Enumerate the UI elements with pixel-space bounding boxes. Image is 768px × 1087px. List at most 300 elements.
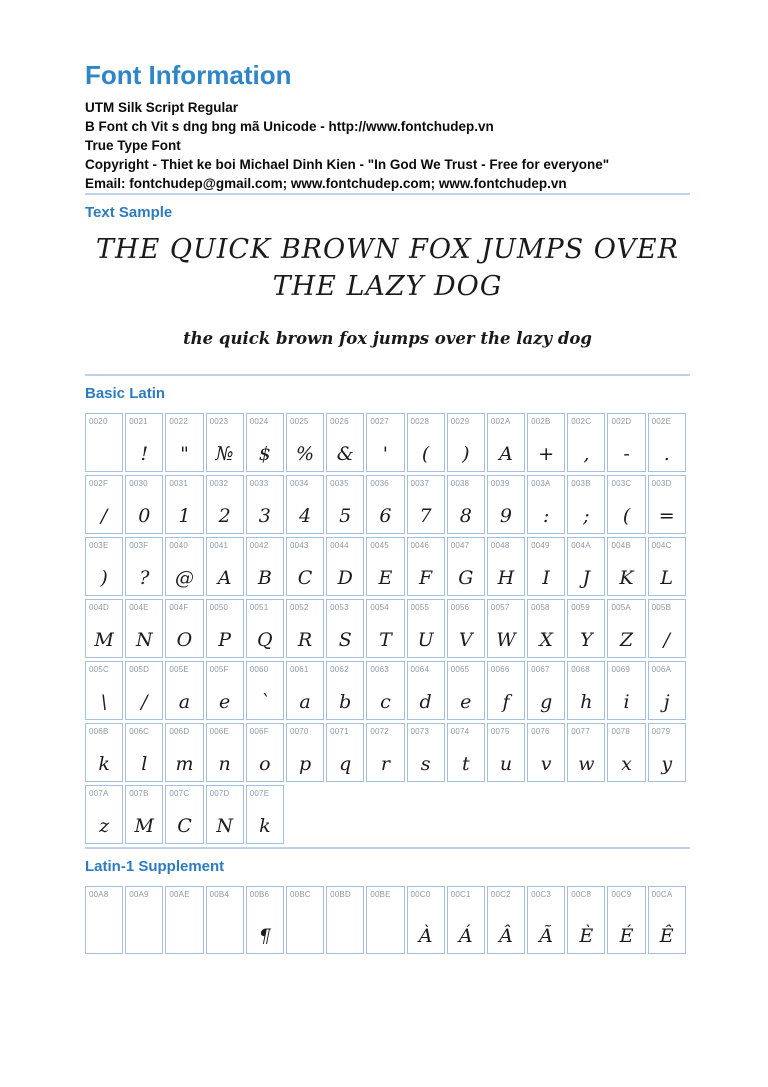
glyph-sample: j — [663, 691, 670, 713]
section-divider — [85, 193, 690, 195]
glyph-sample: a — [299, 691, 311, 713]
glyph-sample: h — [580, 691, 593, 713]
glyph-cell — [165, 599, 203, 658]
glyph-cell — [527, 413, 565, 472]
glyph-sample: 3 — [258, 505, 271, 527]
section-heading-text-sample: Text Sample — [85, 204, 173, 221]
codepoint-label: 0047 — [450, 541, 470, 550]
glyph-row — [85, 537, 690, 596]
codepoint-label: 0078 — [611, 727, 631, 736]
glyph-cell — [487, 413, 525, 472]
glyph-row — [85, 723, 690, 782]
codepoint-label: 00AE — [169, 890, 190, 899]
glyph-cell — [206, 413, 244, 472]
codepoint-label: 00C9 — [611, 890, 632, 899]
glyph-cell — [246, 661, 284, 720]
glyph-sample: & — [336, 443, 354, 465]
glyph-sample: E — [378, 567, 393, 589]
codepoint-label: 0038 — [450, 479, 470, 488]
glyph-sample: Z — [619, 629, 634, 651]
glyph-cell — [648, 537, 686, 596]
glyph-cell — [366, 723, 404, 782]
codepoint-label: 007D — [209, 789, 230, 798]
glyph-cell — [527, 723, 565, 782]
glyph-sample: 6 — [379, 505, 392, 527]
basic-latin-grid — [85, 413, 690, 844]
section-heading-latin1-supplement: Latin-1 Supplement — [85, 858, 225, 875]
glyph-sample: ¶ — [258, 925, 271, 947]
codepoint-label: 0034 — [289, 479, 309, 488]
glyph-sample: T — [379, 629, 392, 651]
glyph-cell — [125, 413, 163, 472]
glyph-cell — [447, 413, 485, 472]
glyph-cell — [85, 537, 123, 596]
glyph-cell — [286, 413, 324, 472]
codepoint-label: 0037 — [410, 479, 430, 488]
glyph-row — [85, 475, 690, 534]
codepoint-label: 00C3 — [531, 890, 551, 899]
glyph-sample: Q — [257, 629, 273, 651]
glyph-sample: R — [297, 629, 313, 651]
glyph-sample: ` — [260, 691, 270, 713]
glyph-cell — [567, 723, 605, 782]
codepoint-label: 0022 — [169, 417, 188, 426]
codepoint-label: 00B4 — [209, 890, 230, 899]
glyph-sample: / — [663, 629, 670, 651]
glyph-sample: 2 — [218, 505, 231, 527]
codepoint-label: 004D — [89, 603, 109, 612]
codepoint-label: 007A — [89, 789, 109, 798]
glyph-cell — [407, 599, 445, 658]
codepoint-label: 002F — [89, 479, 109, 488]
glyph-row — [85, 661, 690, 720]
section-divider — [85, 847, 690, 849]
glyph-cell — [527, 537, 565, 596]
codepoint-label: 006F — [249, 727, 269, 736]
glyph-cell — [366, 886, 404, 954]
glyph-cell — [286, 723, 324, 782]
codepoint-label: 00BE — [370, 890, 391, 899]
glyph-sample: N — [135, 629, 153, 651]
codepoint-label: 003F — [129, 541, 149, 550]
codepoint-label: 0061 — [289, 665, 309, 674]
codepoint-label: 00B6 — [249, 890, 270, 899]
codepoint-label: 0064 — [410, 665, 430, 674]
codepoint-label: 004E — [129, 603, 149, 612]
latin1-supplement-grid — [85, 886, 690, 954]
glyph-sample: m — [175, 753, 194, 775]
lowercase-sample-text: the quick brown fox jumps over the lazy dog — [183, 329, 592, 348]
glyph-cell — [165, 413, 203, 472]
glyph-sample: O — [176, 629, 193, 651]
glyph-sample: X — [539, 629, 553, 651]
glyph-sample: ( — [421, 443, 430, 465]
codepoint-label: 0063 — [370, 665, 389, 674]
glyph-cell — [447, 599, 485, 658]
glyph-sample: v — [540, 753, 552, 775]
glyph-cell — [407, 413, 445, 472]
glyph-sample: s — [420, 753, 431, 775]
glyph-sample: . — [663, 443, 670, 465]
glyph-cell — [407, 475, 445, 534]
codepoint-label: 0066 — [490, 665, 510, 674]
glyph-cell — [607, 723, 645, 782]
glyph-cell — [286, 537, 324, 596]
glyph-sample: 8 — [459, 505, 472, 527]
codepoint-label: 0036 — [370, 479, 389, 488]
glyph-sample: V — [458, 629, 473, 651]
font-name-line: UTM Silk Script Regular — [85, 100, 239, 115]
glyph-sample: ) — [462, 443, 470, 465]
glyph-sample: r — [380, 753, 390, 775]
codepoint-label: 0071 — [330, 727, 349, 736]
glyph-cell — [607, 599, 645, 658]
codepoint-label: 003D — [651, 479, 672, 488]
codepoint-label: 00C8 — [571, 890, 592, 899]
codepoint-label: 005F — [209, 665, 229, 674]
glyph-cell — [648, 886, 686, 954]
glyph-sample: C — [297, 567, 313, 589]
codepoint-label: 003C — [611, 479, 632, 488]
codepoint-label: 007B — [129, 789, 149, 798]
glyph-sample: a — [178, 691, 191, 713]
codepoint-label: 0055 — [410, 603, 430, 612]
glyph-cell — [607, 537, 645, 596]
codepoint-label: 003E — [89, 541, 109, 550]
glyph-cell — [125, 661, 163, 720]
glyph-sample: / — [141, 691, 148, 713]
glyph-cell — [286, 886, 324, 954]
codepoint-label: 00BD — [330, 890, 351, 899]
glyph-sample: Ê — [659, 925, 674, 947]
glyph-cell — [527, 886, 565, 954]
glyph-cell — [407, 537, 445, 596]
font-info-block — [85, 98, 690, 193]
glyph-sample: 7 — [419, 505, 432, 527]
glyph-sample: @ — [174, 567, 194, 589]
glyph-sample: I — [542, 567, 550, 589]
glyph-sample: L — [660, 567, 674, 589]
codepoint-label: 0060 — [249, 665, 269, 674]
glyph-cell — [165, 537, 203, 596]
glyph-sample: u — [499, 753, 513, 775]
codepoint-label: 006D — [169, 727, 190, 736]
glyph-cell — [125, 886, 163, 954]
glyph-cell — [125, 599, 163, 658]
glyph-cell — [246, 475, 284, 534]
glyph-sample: x — [621, 753, 632, 775]
codepoint-label: 002B — [531, 417, 551, 426]
codepoint-label: 005E — [169, 665, 189, 674]
codepoint-label: 0062 — [330, 665, 349, 674]
glyph-cell — [85, 475, 123, 534]
codepoint-label: 0026 — [330, 417, 349, 426]
glyph-sample: c — [380, 691, 391, 713]
codepoint-label: 0053 — [330, 603, 349, 612]
glyph-sample: M — [134, 815, 155, 837]
glyph-cell — [567, 661, 605, 720]
codepoint-label: 0042 — [249, 541, 269, 550]
codepoint-label: 002E — [651, 417, 672, 426]
glyph-sample: - — [623, 443, 630, 465]
glyph-sample: F — [419, 567, 433, 589]
glyph-cell — [567, 886, 605, 954]
glyph-cell — [567, 537, 605, 596]
glyph-sample: y — [661, 753, 673, 775]
glyph-cell — [567, 413, 605, 472]
codepoint-label: 0073 — [410, 727, 430, 736]
glyph-sample: 9 — [499, 505, 513, 527]
glyph-sample: f — [502, 691, 510, 713]
glyph-cell — [125, 785, 163, 844]
glyph-cell — [165, 661, 203, 720]
glyph-sample: k — [98, 753, 110, 775]
glyph-cell — [366, 599, 404, 658]
codepoint-label: 0069 — [611, 665, 631, 674]
glyph-sample: o — [259, 753, 271, 775]
codepoint-label: 00C2 — [490, 890, 511, 899]
glyph-cell — [607, 886, 645, 954]
glyph-cell — [326, 661, 364, 720]
codepoint-label: 005B — [651, 603, 672, 612]
glyph-sample: $ — [258, 443, 271, 465]
glyph-cell — [366, 661, 404, 720]
codepoint-label: 0068 — [571, 665, 590, 674]
codepoint-label: 0072 — [370, 727, 389, 736]
codepoint-label: 0021 — [129, 417, 148, 426]
codepoint-label: 0052 — [289, 603, 309, 612]
glyph-sample: w — [578, 753, 595, 775]
codepoint-label: 005A — [611, 603, 631, 612]
codepoint-label: 0058 — [531, 603, 550, 612]
glyph-cell — [286, 661, 324, 720]
codepoint-label: 0027 — [370, 417, 389, 426]
glyph-cell — [246, 723, 284, 782]
glyph-sample: d — [419, 691, 432, 713]
glyph-row — [85, 599, 690, 658]
glyph-sample: N — [216, 815, 233, 837]
glyph-cell — [447, 723, 485, 782]
glyph-sample: 5 — [339, 505, 352, 527]
codepoint-label: 0033 — [249, 479, 269, 488]
glyph-sample: À — [418, 925, 433, 947]
glyph-sample: È — [579, 925, 594, 947]
codepoint-label: 0059 — [571, 603, 590, 612]
glyph-cell — [246, 537, 284, 596]
glyph-cell — [326, 599, 364, 658]
codepoint-label: 007E — [249, 789, 270, 798]
glyph-sample: Y — [580, 629, 593, 651]
glyph-sample: ) — [100, 567, 108, 589]
glyph-cell — [246, 886, 284, 954]
glyph-sample: , — [583, 443, 590, 465]
glyph-sample: A — [499, 443, 513, 465]
glyph-sample: l — [141, 753, 148, 775]
glyph-cell — [125, 475, 163, 534]
glyph-sample: e — [219, 691, 231, 713]
glyph-cell — [206, 785, 244, 844]
codepoint-label: 0020 — [89, 417, 108, 426]
glyph-cell — [366, 413, 404, 472]
glyph-cell — [366, 475, 404, 534]
glyph-cell — [206, 723, 244, 782]
codepoint-label: 0040 — [169, 541, 188, 550]
codepoint-label: 0079 — [651, 727, 671, 736]
glyph-row — [85, 785, 690, 844]
glyph-cell — [326, 886, 364, 954]
glyph-cell — [447, 661, 485, 720]
codepoint-label: 006C — [129, 727, 150, 736]
glyph-sample: / — [100, 505, 108, 527]
codepoint-label: 00A8 — [89, 890, 109, 899]
codepoint-label: 0049 — [531, 541, 550, 550]
glyph-cell — [206, 599, 244, 658]
codepoint-label: 0030 — [129, 479, 148, 488]
glyph-cell — [165, 886, 203, 954]
codepoint-label: 0028 — [410, 417, 430, 426]
glyph-cell — [165, 723, 203, 782]
glyph-cell — [326, 537, 364, 596]
glyph-cell — [286, 599, 324, 658]
glyph-sample: Á — [458, 925, 473, 947]
codepoint-label: 0039 — [490, 479, 510, 488]
codepoint-label: 0024 — [249, 417, 269, 426]
codepoint-label: 0054 — [370, 603, 389, 612]
glyph-sample: P — [218, 629, 232, 651]
glyph-cell — [246, 785, 284, 844]
glyph-cell — [607, 413, 645, 472]
glyph-cell — [567, 475, 605, 534]
glyph-sample: ' — [382, 443, 389, 465]
glyph-cell — [125, 723, 163, 782]
glyph-sample: Â — [499, 925, 513, 947]
page-title: Font Information — [85, 60, 292, 90]
codepoint-label: 0046 — [410, 541, 430, 550]
glyph-cell — [85, 723, 123, 782]
codepoint-label: 006B — [89, 727, 109, 736]
glyph-sample: A — [217, 567, 232, 589]
glyph-cell — [246, 413, 284, 472]
codepoint-label: 003A — [531, 479, 551, 488]
glyph-cell — [447, 537, 485, 596]
glyph-row — [85, 413, 690, 472]
glyph-cell — [447, 886, 485, 954]
codepoint-label: 005D — [129, 665, 150, 674]
glyph-row — [85, 886, 690, 954]
glyph-cell — [165, 475, 203, 534]
glyph-cell — [407, 723, 445, 782]
glyph-cell — [648, 475, 686, 534]
codepoint-label: 004C — [651, 541, 672, 550]
glyph-sample: % — [296, 443, 315, 465]
glyph-cell — [326, 723, 364, 782]
glyph-sample: K — [619, 567, 634, 589]
codepoint-label: 0043 — [289, 541, 309, 550]
glyph-sample: G — [458, 567, 474, 589]
glyph-cell — [366, 537, 404, 596]
codepoint-label: 00C0 — [410, 890, 431, 899]
codepoint-label: 0067 — [531, 665, 550, 674]
glyph-sample: q — [339, 753, 352, 775]
codepoint-label: 0029 — [450, 417, 470, 426]
glyph-cell — [648, 599, 686, 658]
glyph-sample: ! — [140, 443, 149, 465]
codepoint-label: 004B — [611, 541, 631, 550]
glyph-cell — [85, 413, 123, 472]
glyph-sample: № — [215, 443, 234, 465]
glyph-cell — [527, 475, 565, 534]
glyph-sample: e — [460, 691, 472, 713]
glyph-cell — [326, 475, 364, 534]
glyph-cell — [206, 886, 244, 954]
codepoint-label: 003B — [571, 479, 591, 488]
glyph-sample: M — [94, 629, 114, 651]
glyph-sample: i — [623, 691, 630, 713]
codepoint-label: 0032 — [209, 479, 229, 488]
glyph-sample: J — [582, 567, 591, 589]
glyph-sample: \ — [100, 691, 108, 713]
glyph-sample: p — [298, 753, 312, 775]
glyph-cell — [487, 723, 525, 782]
glyph-cell — [206, 661, 244, 720]
codepoint-label: 002A — [490, 417, 511, 426]
glyph-cell — [487, 886, 525, 954]
glyph-cell — [286, 475, 324, 534]
glyph-cell — [648, 413, 686, 472]
glyph-cell — [85, 886, 123, 954]
glyph-sample: " — [180, 443, 189, 465]
glyph-sample: U — [417, 629, 434, 651]
codepoint-label: 0050 — [209, 603, 229, 612]
glyph-sample: n — [218, 753, 231, 775]
codepoint-label: 0075 — [490, 727, 510, 736]
font-description-line: B Font ch Vit s dng bng mã Unicode - http://www.fontchudep.vn — [85, 119, 494, 134]
glyph-cell — [206, 475, 244, 534]
glyph-sample: S — [338, 629, 352, 651]
glyph-cell — [607, 661, 645, 720]
glyph-cell — [85, 599, 123, 658]
glyph-cell — [407, 886, 445, 954]
codepoint-label: 006E — [209, 727, 230, 736]
codepoint-label: 0025 — [289, 417, 309, 426]
codepoint-label: 0031 — [169, 479, 188, 488]
codepoint-label: 0057 — [490, 603, 510, 612]
glyph-cell — [246, 599, 284, 658]
glyph-sample: = — [658, 505, 675, 527]
glyph-cell — [487, 475, 525, 534]
copyright-line: Copyright - Thiet ke boi Michael Dinh Kien - "In God We Trust - Free for everyone" — [85, 157, 610, 172]
codepoint-label: 00A9 — [129, 890, 149, 899]
glyph-sample: ; — [583, 505, 590, 527]
glyph-sample: b — [339, 691, 352, 713]
uppercase-sample-text: THE QUICK BROWN FOX JUMPS OVER THE LAZY DOG — [96, 234, 679, 302]
glyph-cell — [527, 661, 565, 720]
glyph-sample: : — [542, 505, 550, 527]
codepoint-label: 004A — [571, 541, 591, 550]
glyph-cell — [487, 537, 525, 596]
glyph-cell — [648, 661, 686, 720]
glyph-cell — [326, 413, 364, 472]
glyph-cell — [487, 661, 525, 720]
glyph-sample: 0 — [138, 505, 151, 527]
glyph-sample: C — [177, 815, 192, 837]
glyph-sample: g — [540, 691, 553, 713]
section-heading-basic-latin: Basic Latin — [85, 385, 166, 402]
section-divider — [85, 374, 690, 376]
glyph-cell — [447, 475, 485, 534]
codepoint-label: 005C — [89, 665, 109, 674]
glyph-cell — [206, 537, 244, 596]
